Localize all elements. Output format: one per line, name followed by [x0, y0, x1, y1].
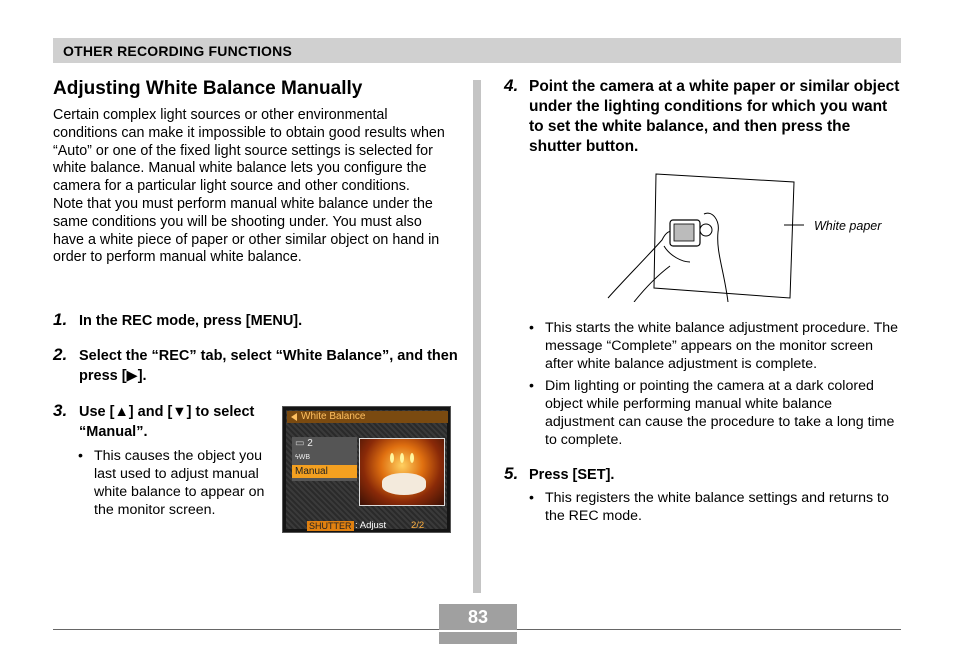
screen-menu-row — [292, 451, 357, 464]
cake-shape — [382, 473, 426, 495]
screen-menu-row-selected: Manual — [292, 465, 357, 478]
screen-photo-cake — [359, 438, 445, 506]
step-5-text: Press [SET]. — [529, 467, 615, 483]
hand-outline — [664, 246, 690, 262]
left-arm — [608, 231, 674, 298]
screen-header-label: White Balance — [301, 411, 366, 422]
page-number-tab — [439, 630, 517, 644]
step-1-text: In the REC mode, press [MENU]. — [79, 313, 303, 329]
section-header-bar — [53, 38, 901, 63]
screen-row-wb: WB — [298, 454, 310, 461]
note-paragraph: Note that you must perform manual white balance under the same conditions you will be shooting under. You must also have a white piece of paper or other similar object on hand in order to perform manual white balance. — [53, 195, 440, 266]
list-item: • Dim lighting or pointing the camera at a dark colored object while performing manual white balance adjustment can cause the procedure to take a long time to complete. — [529, 377, 901, 449]
camera-monitor-screen — [282, 406, 451, 533]
page-indicator: 2/2 — [411, 520, 425, 531]
step-4-text: Point the camera at a white paper or similar object under the lighting conditions for which you want to set the white balance, and then press the shutter button. — [529, 78, 900, 155]
column-divider — [473, 80, 481, 593]
shutter-label: SHUTTER — [309, 521, 352, 531]
camera-screen — [674, 224, 694, 241]
page-number: 83 — [439, 604, 517, 630]
step-4-bullets — [529, 319, 901, 453]
camera-lens — [700, 224, 712, 236]
list-item: • This registers the white balance settings and returns to the REC mode. — [529, 489, 901, 525]
adjust-label: : Adjust — [355, 520, 387, 531]
screen-footer — [287, 520, 448, 532]
left-arm-lower — [634, 266, 670, 302]
intro-paragraph: Certain complex light sources or other environmental conditions can make it impossible to obtain good results when “Auto” or one of the fixed light source settings is selected for white balance. Manual white balance lets you configure the camera for a particular light source and other conditions. — [53, 107, 445, 195]
step-1-number: 1. — [53, 310, 68, 329]
page-title: Adjusting White Balance Manually — [53, 78, 363, 99]
flash-icon: ϟ — [295, 454, 299, 461]
step-5-number: 5. — [504, 464, 519, 483]
step-5-bullets — [529, 489, 901, 529]
step-2-number: 2. — [53, 345, 68, 364]
camera-white-paper-illustration — [604, 170, 804, 302]
screen-row-value: 2 — [307, 438, 313, 449]
step-4-number: 4. — [504, 76, 519, 95]
step-3-bullets — [78, 447, 268, 523]
white-paper-label: White paper — [814, 219, 882, 233]
candle-flame — [390, 453, 394, 463]
section-title: OTHER RECORDING FUNCTIONS — [63, 43, 292, 59]
screen-menu-row — [292, 437, 357, 450]
screen-header — [287, 411, 448, 423]
step-3-text: Use [▲] and [▼] to select “Manual”. — [79, 404, 255, 440]
manual-wb-icon: ▭ — [295, 438, 305, 449]
step-3-number: 3. — [53, 401, 68, 420]
candle-flame — [400, 453, 404, 463]
left-arrow-icon — [291, 413, 297, 421]
list-item: • This causes the object you last used to adjust manual white balance to appear on the monitor screen. — [78, 447, 268, 519]
candle-flame — [410, 453, 414, 463]
intro-text — [53, 107, 453, 267]
step-2-text: Select the “REC” tab, select “White Balance”, and then press [▶]. — [79, 348, 458, 384]
list-item: • This starts the white balance adjustment procedure. The message “Complete” appears on the monitor screen after white balance adjustment is complete. — [529, 319, 901, 373]
page-number-box — [439, 604, 517, 644]
screen-menu — [292, 437, 357, 481]
